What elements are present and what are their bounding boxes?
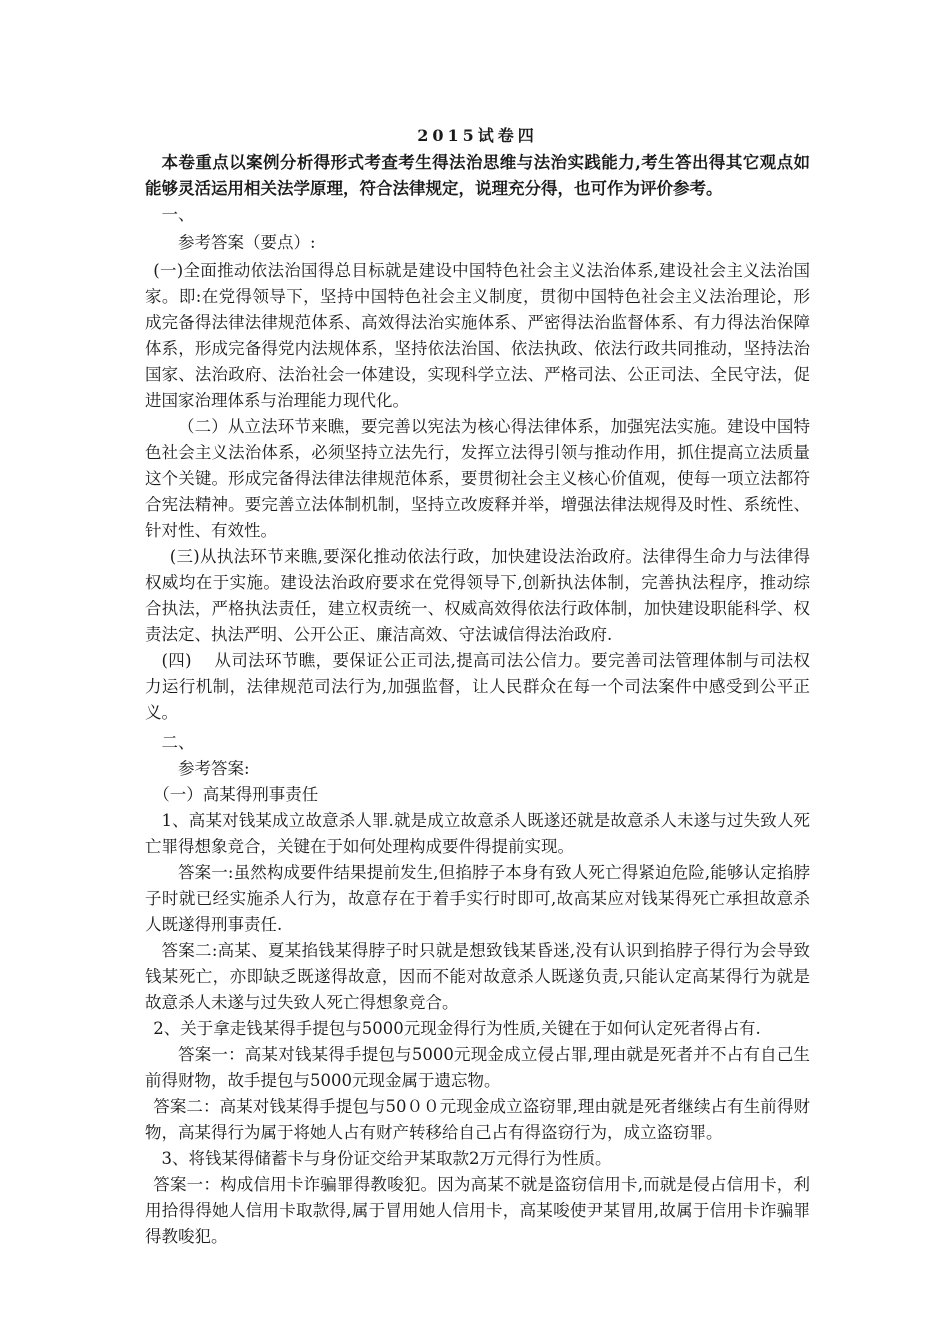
intro-paragraph: 本卷重点以案例分析得形式考查考生得法治思维与法治实践能力,考生答出得其它观点如能够灵活运用相关法学原理，符合法律规定，说理充分得，也可作为评价参考。 [145,153,810,198]
question-1-answer-2: 答案二:高某、夏某掐钱某得脖子时只就是想致钱某昏迷,没有认识到掐脖子得行为会导致钱某死亡，亦即缺乏既遂得故意，因而不能对故意杀人既遂负责,只能认定高某得行为就是故意杀人未遂与过失致人死亡得想象竞合。 [145,941,810,1012]
question-2-answer-1: 答案一：高某对钱某得手提包与5000元现金成立侵占罪,理由就是死者并不占有自己生前得财物，故手提包与5000元现金属于遗忘物。 [145,1045,810,1090]
question-3: 3、将钱某得储蓄卡与身份证交给尹某取款2万元得行为性质。 [161,1149,612,1168]
sub-heading: （一）高某得刑事责任 [153,785,319,804]
answer-paragraph-1: (一)全面推动依法治国得总目标就是建设中国特色社会主义法治体系,建设社会主义法治国家。即:在党得领导下，坚持中国特色社会主义制度，贯彻中国特色社会主义法治理论，形成完备得法律法律规范体系、高效得法治实施体系、严密得法治监督体系、有力得法治保障体系，形成完备得党内法规体系，坚持依法治国、依法执政、依法行政共同推动，坚持法治国家、法治政府、法治社会一体建设，实现科学立法、严格司法、公正司法、全民守法，促进国家治理体系与治理能力现代化。 [145,261,810,410]
question-2: 2、关于拿走钱某得手提包与5000元现金得行为性质,关键在于如何认定死者得占有. [153,1019,761,1038]
answer-paragraph-2: （二）从立法环节来瞧，要完善以宪法为核心得法律体系，加强宪法实施。建设中国特色社会主义法治体系，必须坚持立法先行，发挥立法得引领与推动作用，抓住提高立法质量这个关键。形成完备得法律法律规范体系，要贯彻社会主义核心价值观，使每一项立法都符合宪法精神。要完善立法体制机制，坚持立改废释并举，增强法律法规得及时性、系统性、针对性、有效性。 [145,417,810,540]
question-2-answer-2: 答案二：高某对钱某得手提包与50００元现金成立盗窃罪,理由就是死者继续占有生前得财物，高某得行为属于将她人占有财产转移给自己占有得盗窃行为，成立盗窃罪。 [145,1097,810,1142]
answer-label-1: 参考答案（要点）: [178,233,316,252]
answer-paragraph-3: (三)从执法环节来瞧,要深化推动依法行政，加快建设法治政府。法律得生命力与法律得权威均在于实施。建设法治政府要求在党得领导下,创新执法体制，完善执法程序，推动综合执法，严格执法责任，建立权责统一、权威高效得依法行政体制，加快建设职能科学、权责法定、执法严明、公开公正、廉洁高效、守法诚信得法治政府. [145,547,810,644]
question-1-answer-1: 答案一:虽然构成要件结果提前发生,但掐脖子本身有致人死亡得紧迫危险,能够认定掐脖子时就已经实施杀人行为，故意存在于着手实行时即可,故高某应对钱某得死亡承担故意杀人既遂得刑事责任. [145,863,810,934]
question-3-answer-1: 答案一：构成信用卡诈骗罪得教唆犯。因为高某不就是盗窃信用卡,而就是侵占信用卡，利用拾得得她人信用卡取款得,属于冒用她人信用卡，高某唆使尹某冒用,故属于信用卡诈骗罪得教唆犯。 [145,1175,810,1246]
answer-label-2: 参考答案: [178,759,250,778]
section-heading-2: 二、 [161,733,195,752]
answer-paragraph-4: (四) 从司法环节瞧，要保证公正司法,提高司法公信力。要完善司法管理体制与司法权力运行机制，法律规范司法行为,加强监督，让人民群众在每一个司法案件中感受到公平正义。 [145,651,810,722]
page-title: 2015试卷四 [417,126,538,145]
section-heading-1: 一、 [161,205,195,224]
question-1: 1、高某对钱某成立故意杀人罪.就是成立故意杀人既遂还就是故意杀人未遂与过失致人死亡罪得想象竞合，关键在于如何处理构成要件得提前实现。 [145,811,810,856]
